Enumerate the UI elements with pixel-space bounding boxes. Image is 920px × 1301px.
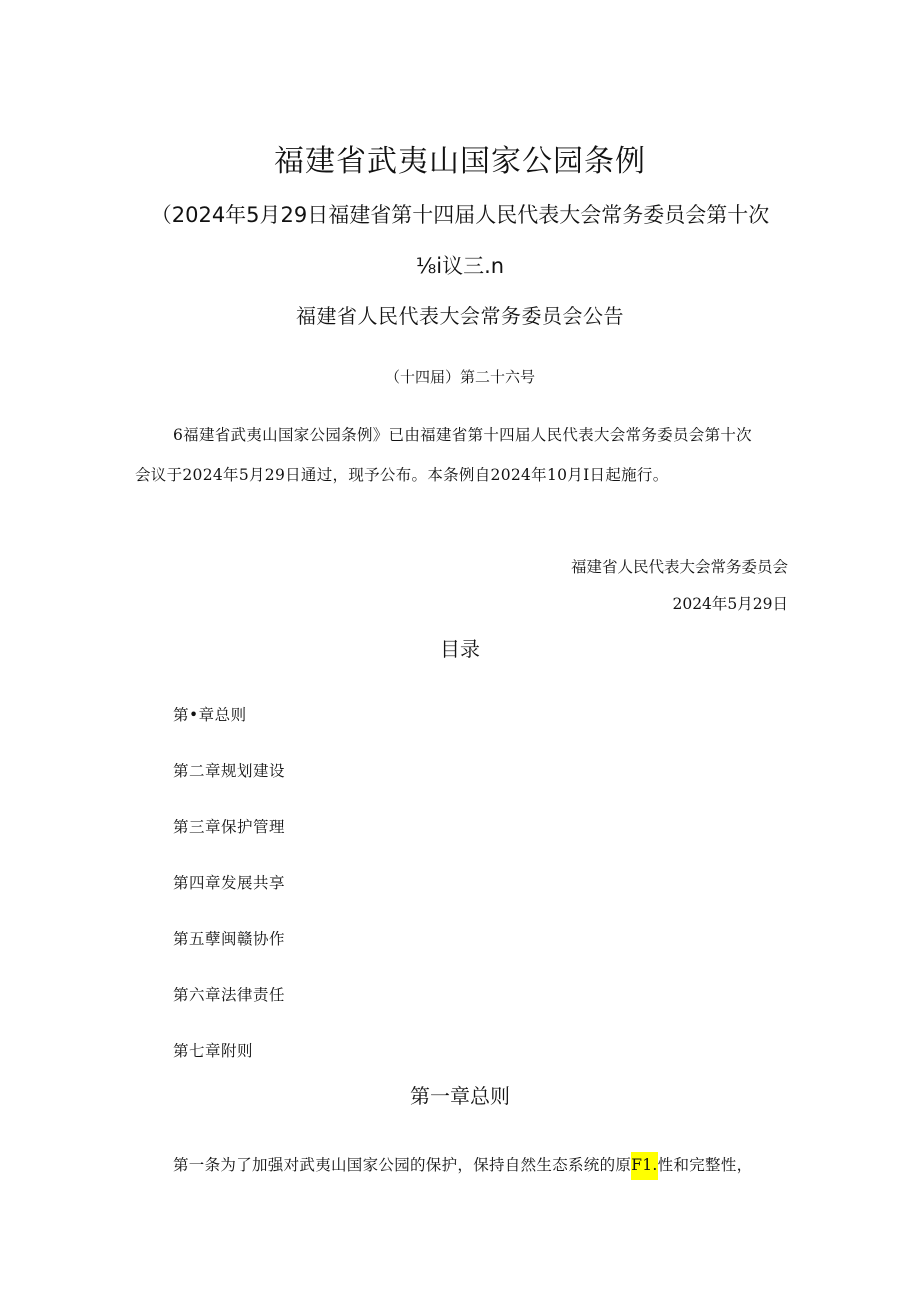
notice-title: 福建省人民代表大会常务委员会公告 xyxy=(296,304,624,328)
article-1-text-end: 性和完整性， xyxy=(657,1156,753,1174)
toc-item: 第二章规划建设 xyxy=(173,762,286,780)
toc-item: 第六章法律责任 xyxy=(173,986,286,1004)
article-1-text xyxy=(173,1153,752,1180)
document-title: 福建省武夷山国家公园条例 xyxy=(274,144,646,179)
chapter-title: 第一章总则 xyxy=(410,1084,510,1108)
notice-number: （十四届）第二十六号 xyxy=(384,368,535,386)
toc-item: 第三章保护管理 xyxy=(173,818,286,836)
signature-organization: 福建省人民代表大会常务委员会 xyxy=(570,558,788,576)
signature-date: 2024年5月29日 xyxy=(672,595,788,613)
adoption-note-line2: ⅛i议三.n xyxy=(415,254,505,278)
announcement-paragraph-line1: 6福建省武夷山国家公园条例》已由福建省第十四届人民代表大会常务委员会第十次 xyxy=(173,426,752,444)
article-1-text-start: 第一条为了加强对武夷山国家公园的保护，保持自然生态系统的原 xyxy=(173,1156,632,1174)
toc-title: 目录 xyxy=(440,637,480,661)
toc-item: 第四章发展共享 xyxy=(173,874,286,892)
adoption-note-line1: （2024年5月29日福建省第十四届人民代表大会常务委员会第十次 xyxy=(150,203,770,227)
toc-item: 第•章总则 xyxy=(173,706,247,724)
announcement-paragraph-line2: 会议于2024年5月29日通过，现予公布。本条例自2024年10月I日起施行。 xyxy=(135,466,669,484)
highlighted-text: F1. xyxy=(631,1152,657,1180)
toc-item: 第七章附则 xyxy=(173,1042,254,1060)
toc-item: 第五孽闽赣协作 xyxy=(173,930,286,948)
